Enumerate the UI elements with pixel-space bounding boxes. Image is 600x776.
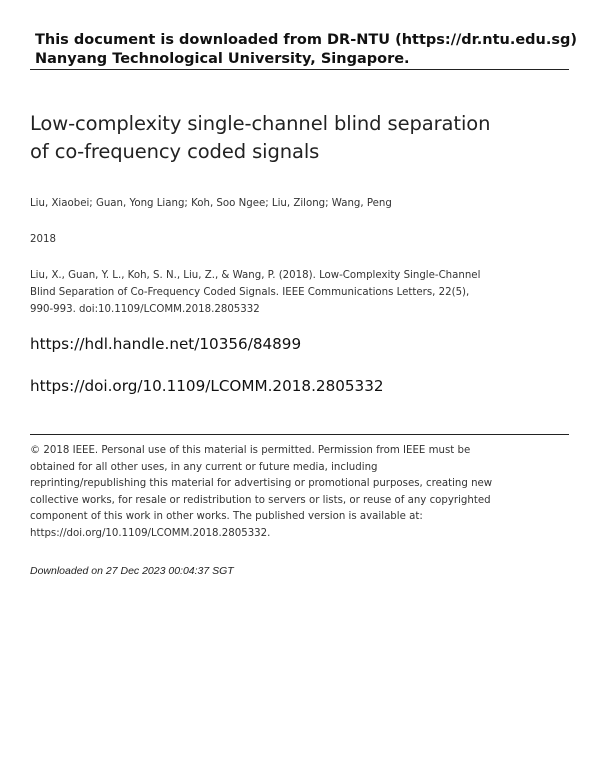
- copyright-notice: [30, 443, 530, 542]
- copyright-line-5: component of this work in other works. The published version is available at:: [30, 511, 423, 522]
- citation-line-1: Liu, X., Guan, Y. L., Koh, S. N., Liu, Z., & Wang, P. (2018). Low‑Complexity Single‑Channel: [30, 270, 481, 281]
- doi-link[interactable]: https://doi.org/10.1109/LCOMM.2018.2805332: [30, 377, 384, 395]
- document-title: [30, 110, 550, 166]
- citation-line-2: Blind Separation of Co‑Frequency Coded Signals. IEEE Communications Letters, 22(5),: [30, 287, 470, 298]
- header-source-line: This document is downloaded from DR‑NTU (https://dr.ntu.edu.sg): [35, 32, 578, 48]
- publication-year: 2018: [30, 234, 56, 245]
- copyright-line-3: reprinting/republishing this material for advertising or promotional purposes, creating new: [30, 478, 493, 489]
- header-institution-line: Nanyang Technological University, Singapore.: [35, 51, 410, 67]
- download-timestamp: Downloaded on 27 Dec 2023 00:04:37 SGT: [30, 565, 234, 577]
- section-divider: [30, 434, 569, 435]
- copyright-line-4: collective works, for resale or redistribution to servers or lists, or reuse of any copyrighted: [30, 494, 491, 506]
- authors-list: Liu, Xiaobei; Guan, Yong Liang; Koh, Soo Ngee; Liu, Zilong; Wang, Peng: [30, 198, 392, 209]
- copyright-line-1: © 2018 IEEE. Personal use of this material is permitted. Permission from IEEE must be: [30, 445, 471, 456]
- copyright-line-6: https://doi.org/10.1109/LCOMM.2018.2805332.: [30, 527, 271, 539]
- handle-link[interactable]: https://hdl.handle.net/10356/84899: [30, 335, 302, 353]
- title-line-2: of co‑frequency coded signals: [30, 140, 320, 163]
- copyright-line-2: obtained for all other uses, in any current or future media, including: [30, 461, 378, 473]
- header-divider: [30, 69, 569, 70]
- document-header: [35, 31, 578, 69]
- title-line-1: Low‑complexity single‑channel blind separation: [30, 112, 491, 135]
- citation-block: [30, 267, 500, 318]
- citation-line-3: 990‑993. doi:10.1109/LCOMM.2018.2805332: [30, 304, 260, 315]
